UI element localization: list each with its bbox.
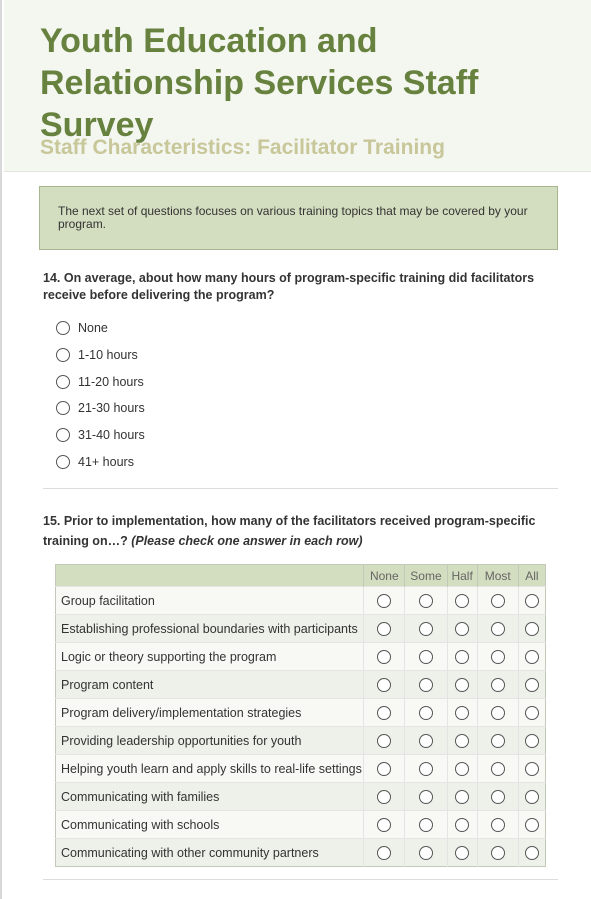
radio-button[interactable] xyxy=(56,428,70,442)
radio-button-none[interactable] xyxy=(377,622,391,636)
column-header-none: None xyxy=(364,565,405,587)
radio-button-some[interactable] xyxy=(419,706,433,720)
q14-option-none[interactable] xyxy=(56,318,356,338)
matrix-row xyxy=(56,783,546,811)
matrix-row xyxy=(56,811,546,839)
row-label: Logic or theory supporting the program xyxy=(56,643,364,671)
question-15-matrix xyxy=(55,564,546,867)
radio-button-half[interactable] xyxy=(455,706,469,720)
radio-button-none[interactable] xyxy=(377,762,391,776)
q14-option-11-20[interactable] xyxy=(56,372,356,392)
matrix-row xyxy=(56,755,546,783)
matrix-header-row xyxy=(56,565,546,587)
q14-option-41-plus[interactable] xyxy=(56,452,356,472)
column-header-most: Most xyxy=(477,565,518,587)
row-label: Communicating with other community partners xyxy=(56,839,364,867)
row-label: Program delivery/implementation strategies xyxy=(56,699,364,727)
matrix-row xyxy=(56,643,546,671)
row-label: Group facilitation xyxy=(56,587,364,615)
radio-button-most[interactable] xyxy=(491,622,505,636)
radio-button-none[interactable] xyxy=(377,650,391,664)
row-label: Communicating with schools xyxy=(56,811,364,839)
radio-button-all[interactable] xyxy=(525,622,539,636)
radio-button-some[interactable] xyxy=(419,846,433,860)
radio-button-all[interactable] xyxy=(525,734,539,748)
radio-button-none[interactable] xyxy=(377,790,391,804)
row-label: Helping youth learn and apply skills to real-life settings xyxy=(56,755,364,783)
option-label: 41+ hours xyxy=(78,455,134,469)
radio-button-all[interactable] xyxy=(525,818,539,832)
radio-button-half[interactable] xyxy=(455,790,469,804)
radio-button-half[interactable] xyxy=(455,650,469,664)
radio-button-all[interactable] xyxy=(525,594,539,608)
radio-button-some[interactable] xyxy=(419,622,433,636)
radio-button-some[interactable] xyxy=(419,678,433,692)
radio-button-some[interactable] xyxy=(419,734,433,748)
option-label: None xyxy=(78,321,108,335)
radio-button-some[interactable] xyxy=(419,650,433,664)
q14-option-31-40[interactable] xyxy=(56,425,356,445)
radio-button[interactable] xyxy=(56,321,70,335)
intro-text: The next set of questions focuses on various training topics that may be covered by your program. xyxy=(58,204,528,231)
question-divider xyxy=(43,488,558,489)
matrix-row xyxy=(56,727,546,755)
radio-button-most[interactable] xyxy=(491,734,505,748)
matrix-row xyxy=(56,699,546,727)
option-label: 31-40 hours xyxy=(78,428,145,442)
radio-button-none[interactable] xyxy=(377,678,391,692)
radio-button-most[interactable] xyxy=(491,706,505,720)
section-title: Staff Characteristics: Facilitator Training xyxy=(40,136,445,159)
q14-option-21-30[interactable] xyxy=(56,398,356,418)
column-header-some: Some xyxy=(405,565,447,587)
row-label: Communicating with families xyxy=(56,783,364,811)
question-divider xyxy=(43,879,558,880)
radio-button[interactable] xyxy=(56,401,70,415)
row-label: Establishing professional boundaries with participants xyxy=(56,615,364,643)
radio-button-half[interactable] xyxy=(455,846,469,860)
survey-header xyxy=(4,0,591,172)
matrix-row xyxy=(56,587,546,615)
question-14-text: 14. On average, about how many hours of program-specific training did facilitators receive before delivering the program? xyxy=(43,271,535,302)
radio-button-half[interactable] xyxy=(455,622,469,636)
question-15-instruction: (Please check one answer in each row) xyxy=(131,534,363,548)
radio-button-all[interactable] xyxy=(525,650,539,664)
radio-button-all[interactable] xyxy=(525,678,539,692)
radio-button-some[interactable] xyxy=(419,818,433,832)
intro-box xyxy=(39,186,558,250)
radio-button-all[interactable] xyxy=(525,790,539,804)
matrix-row xyxy=(56,615,546,643)
row-label: Providing leadership opportunities for youth xyxy=(56,727,364,755)
radio-button-most[interactable] xyxy=(491,594,505,608)
radio-button-all[interactable] xyxy=(525,762,539,776)
radio-button-half[interactable] xyxy=(455,818,469,832)
question-15-text xyxy=(43,511,558,551)
column-header-all: All xyxy=(518,565,545,587)
radio-button[interactable] xyxy=(56,348,70,362)
survey-title: Youth Education and Relationship Services Staff Survey xyxy=(40,22,479,144)
radio-button-most[interactable] xyxy=(491,650,505,664)
radio-button-some[interactable] xyxy=(419,762,433,776)
radio-button-most[interactable] xyxy=(491,846,505,860)
radio-button-all[interactable] xyxy=(525,846,539,860)
radio-button-some[interactable] xyxy=(419,594,433,608)
radio-button[interactable] xyxy=(56,455,70,469)
option-label: 1-10 hours xyxy=(78,348,138,362)
radio-button-half[interactable] xyxy=(455,734,469,748)
matrix-row xyxy=(56,671,546,699)
radio-button-most[interactable] xyxy=(491,678,505,692)
radio-button-none[interactable] xyxy=(377,734,391,748)
column-header-half: Half xyxy=(447,565,477,587)
radio-button-half[interactable] xyxy=(455,678,469,692)
radio-button-none[interactable] xyxy=(377,594,391,608)
radio-button-half[interactable] xyxy=(455,594,469,608)
matrix-corner xyxy=(56,565,364,587)
radio-button-most[interactable] xyxy=(491,818,505,832)
matrix-row xyxy=(56,839,546,867)
radio-button-half[interactable] xyxy=(455,762,469,776)
question-15-prompt: 15. Prior to implementation, how many of the facilitators received program-specific training on…? xyxy=(43,514,536,548)
radio-button-none[interactable] xyxy=(377,706,391,720)
row-label: Program content xyxy=(56,671,364,699)
radio-button[interactable] xyxy=(56,375,70,389)
q14-option-1-10[interactable] xyxy=(56,345,356,365)
option-label: 11-20 hours xyxy=(78,375,144,389)
radio-button-some[interactable] xyxy=(419,790,433,804)
radio-button-all[interactable] xyxy=(525,706,539,720)
radio-button-most[interactable] xyxy=(491,762,505,776)
radio-button-most[interactable] xyxy=(491,790,505,804)
radio-button-none[interactable] xyxy=(377,846,391,860)
option-label: 21-30 hours xyxy=(78,401,145,415)
radio-button-none[interactable] xyxy=(377,818,391,832)
